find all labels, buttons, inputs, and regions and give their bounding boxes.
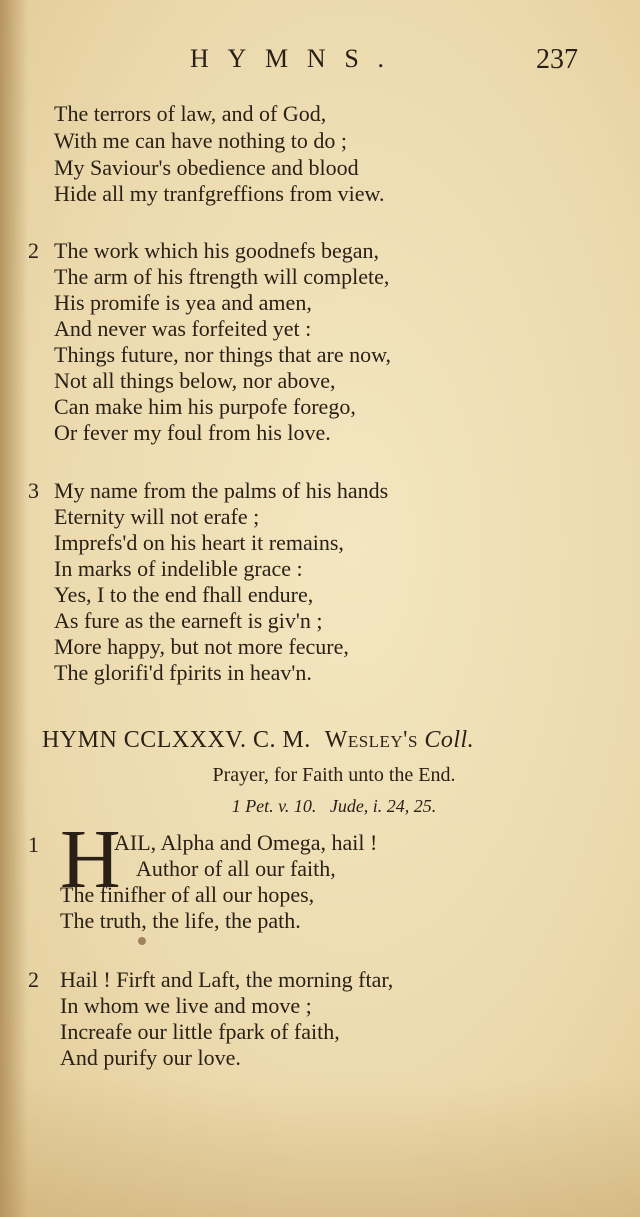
stanza-number: 3 [28,478,39,503]
page-gutter-shadow [0,0,28,1217]
hymn-title [42,727,474,754]
verse-line: Increafe our little fpark of faith, [60,1019,340,1044]
verse-line: In whom we live and move ; [60,993,312,1018]
verse-line: The finifher of all our hopes, [60,882,315,907]
verse-line: Hail ! Firft and Laft, the morning ftar, [60,967,394,992]
ink-blot [138,937,146,945]
verse-line: With me can have nothing to do ; [54,128,347,153]
hymn-number: HYMN CCLXXXV. C. M. [42,727,311,753]
verse-line: The work which his goodnefs began, [54,238,380,263]
verse-line: As fure as the earneft is giv'n ; [54,608,323,633]
reference-peter: 1 Pet. v. 10. [231,796,317,816]
verse-line: The arm of his ftrength will complete, [54,264,390,289]
verse-line: Imprefs'd on his heart it remains, [54,530,344,555]
verse-line: The truth, the life, the path. [60,908,301,933]
hymn-collection: Coll. [424,727,475,753]
verse-line: The terrors of law, and of God, [54,101,327,126]
stanza-number: 2 [28,967,39,992]
verse-line: Can make him his purpofe forego, [54,394,356,419]
verse-line: Eternity will not erafe ; [54,504,260,529]
verse-line: And never was forfeited yet : [54,316,312,341]
page-header [0,44,640,84]
hymn-subtitle: Prayer, for Faith unto the End. [212,764,456,786]
verse-line: His promife is yea and amen, [54,290,312,315]
verse-line: Things future, nor things that are now, [54,342,392,367]
verse-line: More happy, but not more fecure, [54,634,349,659]
verse-line: Yes, I to the end fhall endure, [54,582,314,607]
hymn-attribution: Wesley's [324,727,418,753]
verse-line: AIL, Alpha and Omega, hail ! [114,830,378,855]
reference-jude: Jude, i. 24, 25. [329,796,437,816]
verse-line: Not all things below, nor above, [54,368,336,393]
verse-line: My name from the palms of his hands [54,478,389,503]
page-number: 237 [536,44,578,75]
verse-line: The glorifi'd fpirits in heav'n. [54,660,312,685]
verse-line: Hide all my tranfgreffions from view. [54,181,385,206]
stanza-number: 1 [28,832,39,857]
verse-line: In marks of indelible grace : [54,556,303,581]
verse-line: And purify our love. [60,1045,241,1070]
verse-line: Author of all our faith, [136,856,336,881]
running-head: HYMNS. [190,44,403,73]
verse-line: Or fever my foul from his love. [54,420,331,445]
drop-cap: H [60,813,121,906]
verse-line: My Saviour's obedience and blood [54,155,359,180]
stanza-number: 2 [28,238,39,263]
page-bottom-stain [0,1077,640,1217]
